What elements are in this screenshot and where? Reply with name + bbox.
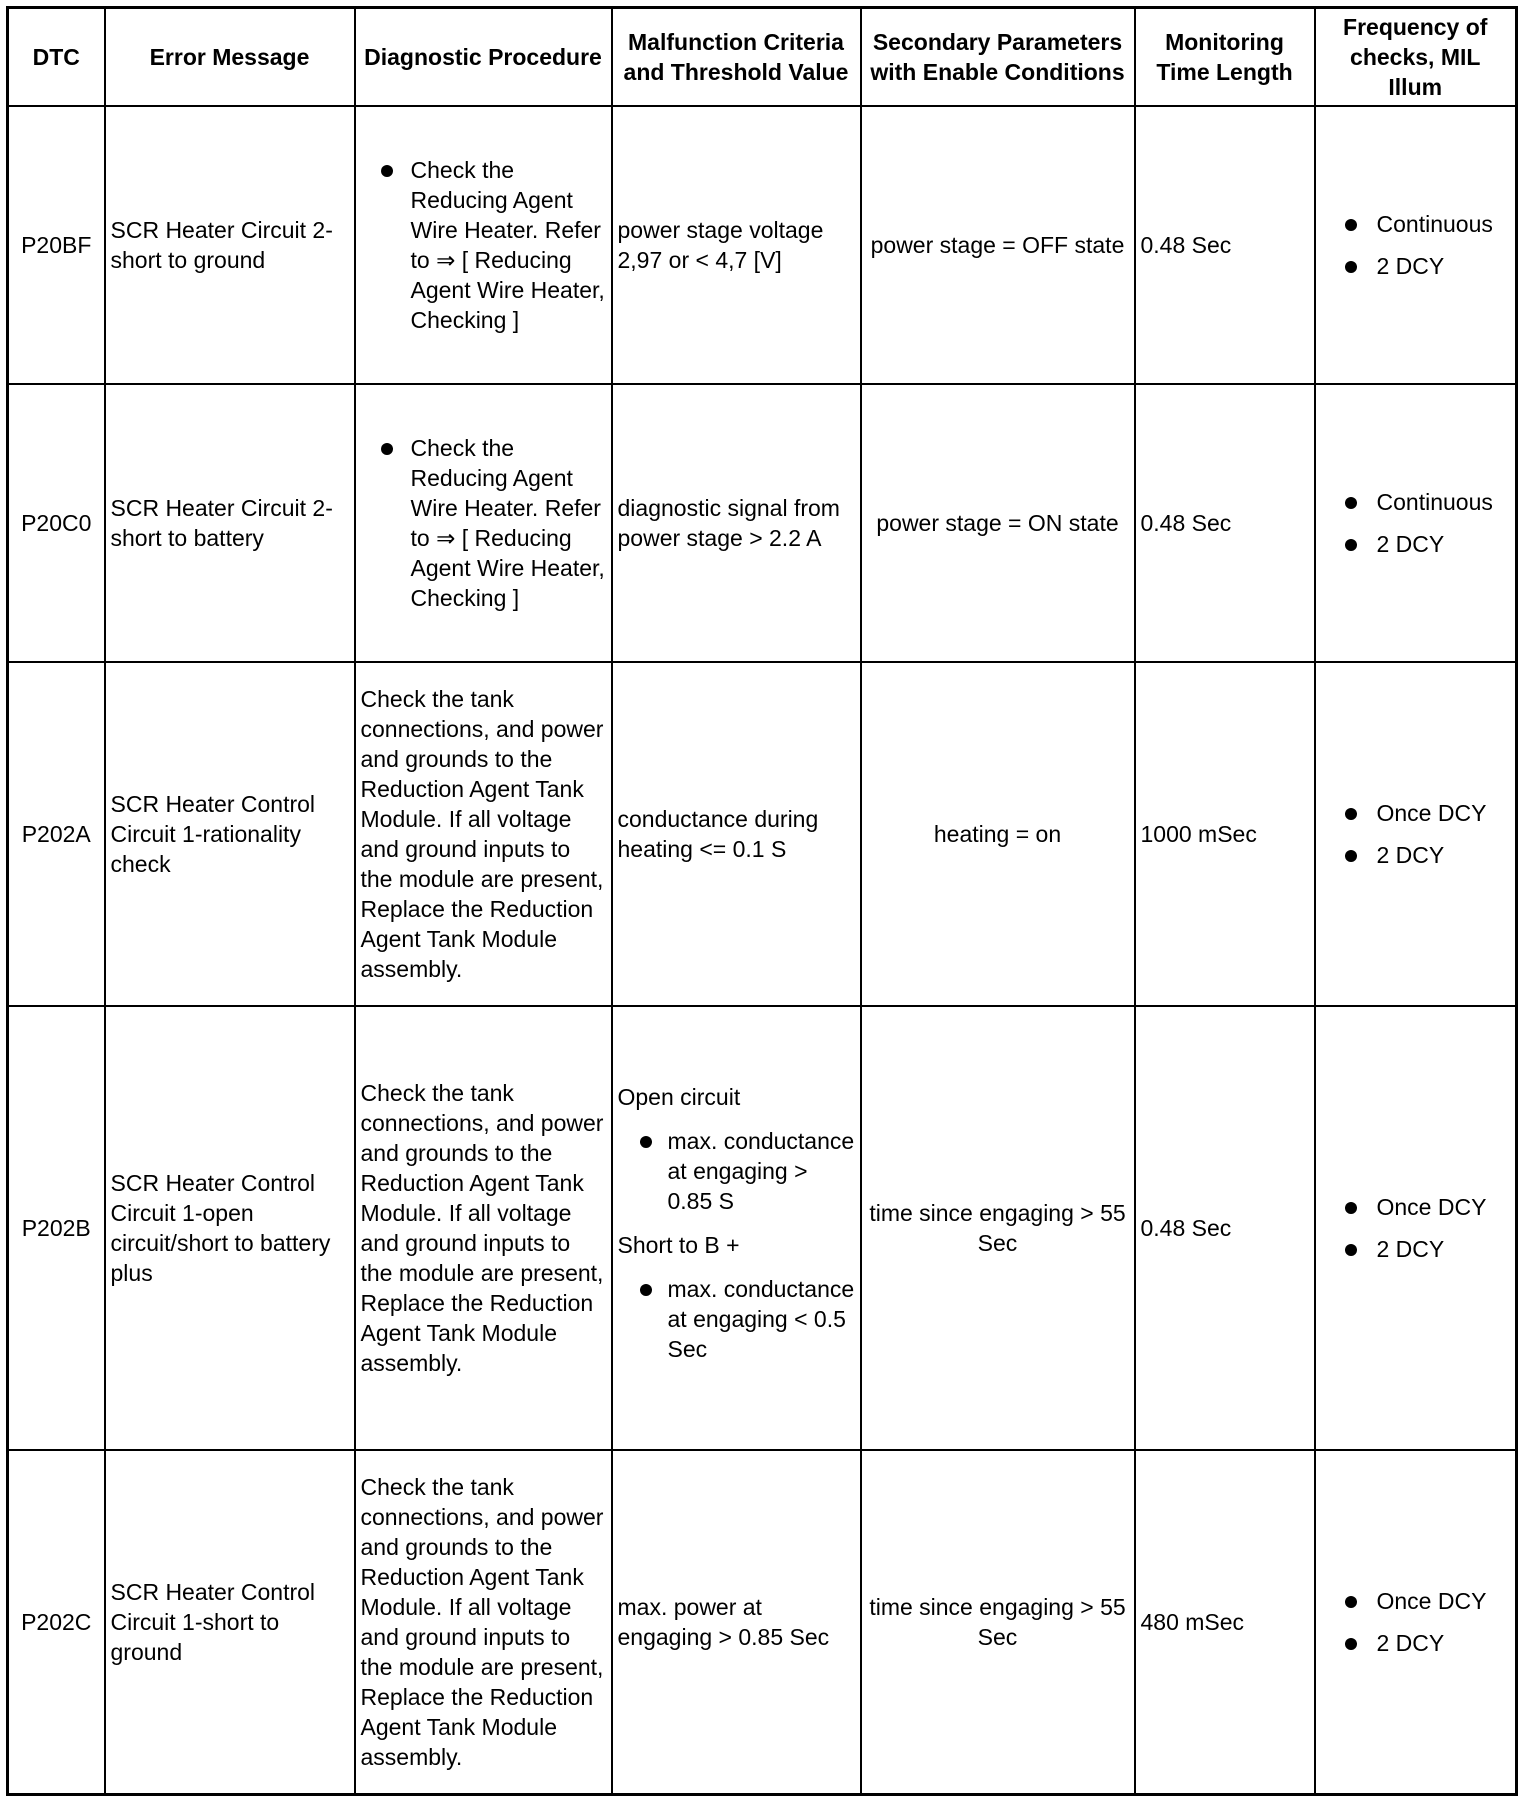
procedure-item: Check the Reducing Agent Wire Heater. Refer to ⇒ [ Reducing Agent Wire Heater, Checking ] xyxy=(361,433,606,613)
error-message: SCR Heater Control Circuit 1-rationality check xyxy=(105,662,355,1006)
dtc-code: P20C0 xyxy=(8,384,105,662)
frequency xyxy=(1315,106,1517,384)
monitoring-time: 0.48 Sec xyxy=(1135,384,1315,662)
monitoring-time: 480 mSec xyxy=(1135,1450,1315,1794)
header-diagnostic-procedure: Diagnostic Procedure xyxy=(355,8,612,107)
dtc-code: P202C xyxy=(8,1450,105,1794)
table-row xyxy=(8,384,1517,662)
diagnostic-procedure xyxy=(355,106,612,384)
diagnostic-procedure: Check the tank connections, and power and grounds to the Reduction Agent Tank Module. If all voltage and ground inputs to the module are present, Replace the Reduction Agent Tank Module assembly. xyxy=(355,662,612,1006)
error-message: SCR Heater Circuit 2-short to ground xyxy=(105,106,355,384)
frequency-item: Once DCY xyxy=(1321,1586,1511,1616)
error-message: SCR Heater Control Circuit 1-short to ground xyxy=(105,1450,355,1794)
frequency-item: Continuous xyxy=(1321,209,1511,239)
malfunction-criteria: diagnostic signal from power stage > 2.2 A xyxy=(612,384,861,662)
criteria-item: max. conductance at engaging < 0.5 Sec xyxy=(618,1274,855,1364)
header-monitoring-time: Monitoring Time Length xyxy=(1135,8,1315,107)
criteria-heading: Short to B + xyxy=(617,1232,740,1258)
malfunction-criteria: conductance during heating <= 0.1 S xyxy=(612,662,861,1006)
monitoring-time: 0.48 Sec xyxy=(1135,1006,1315,1450)
diagnostic-procedure: Check the tank connections, and power and grounds to the Reduction Agent Tank Module. If all voltage and ground inputs to the module are present, Replace the Reduction Agent Tank Module assembly. xyxy=(355,1006,612,1450)
frequency-item: 2 DCY xyxy=(1321,1234,1511,1264)
monitoring-time: 1000 mSec xyxy=(1135,662,1315,1006)
dtc-code: P202A xyxy=(8,662,105,1006)
malfunction-criteria: power stage voltage 2,97 or < 4,7 [V] xyxy=(612,106,861,384)
secondary-parameters: time since engaging > 55 Sec xyxy=(861,1450,1135,1794)
secondary-parameters: power stage = ON state xyxy=(861,384,1135,662)
malfunction-criteria xyxy=(612,1006,861,1450)
malfunction-criteria: max. power at engaging > 0.85 Sec xyxy=(612,1450,861,1794)
monitoring-time: 0.48 Sec xyxy=(1135,106,1315,384)
header-frequency: Frequency of checks, MIL Illum xyxy=(1315,8,1517,107)
header-error-message: Error Message xyxy=(105,8,355,107)
table-row xyxy=(8,1450,1517,1794)
secondary-parameters: heating = on xyxy=(861,662,1135,1006)
frequency xyxy=(1315,384,1517,662)
header-row xyxy=(8,8,1517,107)
diagnostic-procedure xyxy=(355,384,612,662)
dtc-code: P20BF xyxy=(8,106,105,384)
header-secondary-parameters: Secondary Parameters with Enable Conditions xyxy=(861,8,1135,107)
dtc-table xyxy=(6,6,1518,1796)
frequency xyxy=(1315,662,1517,1006)
header-malfunction-criteria: Malfunction Criteria and Threshold Value xyxy=(612,8,861,107)
criteria-item: max. conductance at engaging > 0.85 S xyxy=(618,1126,855,1216)
table-row xyxy=(8,1006,1517,1450)
frequency xyxy=(1315,1006,1517,1450)
criteria-heading: Open circuit xyxy=(617,1084,741,1110)
frequency-item: Once DCY xyxy=(1321,1192,1511,1222)
error-message: SCR Heater Control Circuit 1-open circuit/short to battery plus xyxy=(105,1006,355,1450)
procedure-item: Check the Reducing Agent Wire Heater. Refer to ⇒ [ Reducing Agent Wire Heater, Checking ] xyxy=(361,155,606,335)
diagnostic-procedure: Check the tank connections, and power and grounds to the Reduction Agent Tank Module. If all voltage and ground inputs to the module are present, Replace the Reduction Agent Tank Module assembly. xyxy=(355,1450,612,1794)
table-row xyxy=(8,662,1517,1006)
frequency-item: 2 DCY xyxy=(1321,251,1511,281)
frequency-item: 2 DCY xyxy=(1321,840,1511,870)
error-message: SCR Heater Circuit 2-short to battery xyxy=(105,384,355,662)
secondary-parameters: power stage = OFF state xyxy=(861,106,1135,384)
secondary-parameters: time since engaging > 55 Sec xyxy=(861,1006,1135,1450)
dtc-code: P202B xyxy=(8,1006,105,1450)
header-dtc: DTC xyxy=(8,8,105,107)
frequency-item: Once DCY xyxy=(1321,798,1511,828)
frequency-item: 2 DCY xyxy=(1321,1628,1511,1658)
frequency-item: Continuous xyxy=(1321,487,1511,517)
frequency xyxy=(1315,1450,1517,1794)
frequency-item: 2 DCY xyxy=(1321,529,1511,559)
table-row xyxy=(8,106,1517,384)
